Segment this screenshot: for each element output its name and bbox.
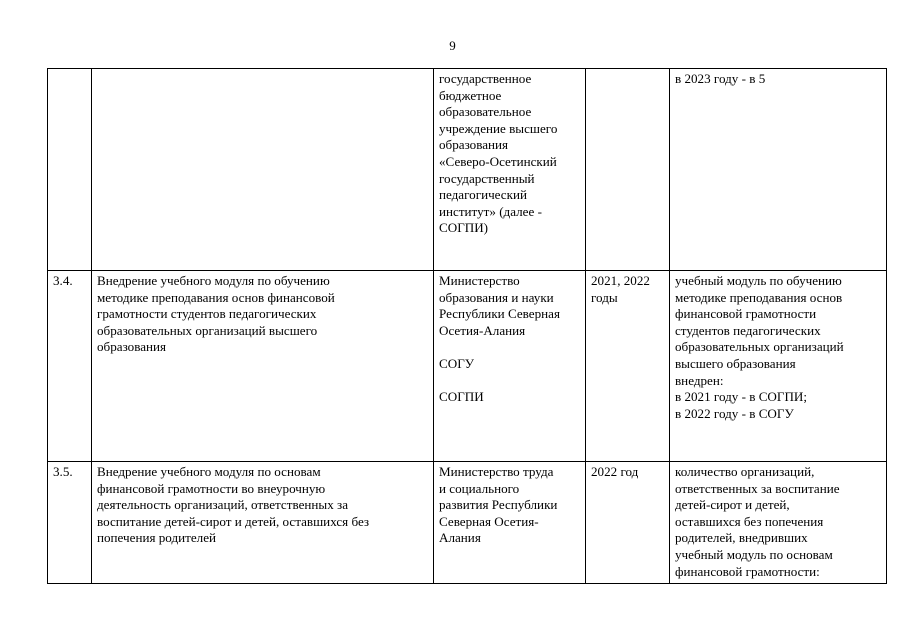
text-line: образования bbox=[439, 137, 509, 153]
text-line: СОГУ bbox=[439, 355, 475, 371]
executor-cell bbox=[434, 271, 586, 462]
result-cell bbox=[670, 69, 887, 271]
row-number-cell: 3.4. bbox=[48, 271, 92, 462]
text-line: детей-сирот и детей, bbox=[675, 497, 790, 513]
activity-cell bbox=[92, 462, 434, 584]
text-line: методике преподавания основ bbox=[675, 289, 843, 305]
text-line: воспитание детей-сирот и детей, оставшихся без bbox=[97, 513, 370, 529]
text-line: ответственных за воспитание bbox=[675, 480, 840, 496]
text-line: и социального bbox=[439, 480, 520, 496]
text-line: учебный модуль по обучению bbox=[675, 273, 842, 288]
text-line: бюджетное bbox=[439, 87, 502, 103]
text-line: СОГПИ bbox=[439, 389, 484, 405]
term-cell bbox=[586, 271, 670, 462]
text-line: развития Республики bbox=[439, 497, 558, 513]
text-line: внедрен: bbox=[675, 372, 724, 388]
text-line: Северная Осетия- bbox=[439, 513, 539, 529]
activities-table bbox=[47, 68, 887, 584]
text-line: педагогический bbox=[439, 187, 527, 203]
table-row bbox=[48, 271, 887, 462]
term-cell bbox=[586, 462, 670, 584]
text-line: в 2021 году - в СОГПИ; bbox=[675, 389, 808, 405]
text-line: «Северо-Осетинский bbox=[439, 153, 557, 169]
text-line: в 2022 году - в СОГУ bbox=[675, 405, 794, 421]
text-line: студентов педагогических bbox=[675, 322, 821, 338]
text-line: Внедрение учебного модуля по обучению bbox=[97, 273, 330, 288]
text-line: образования bbox=[97, 339, 167, 355]
text-line: Алания bbox=[439, 530, 481, 546]
text-line: институт» (далее - bbox=[439, 203, 542, 219]
text-line: Осетия-Алания bbox=[439, 322, 526, 338]
text-line: финансовой грамотности во внеурочную bbox=[97, 480, 326, 496]
text-line: государственный bbox=[439, 170, 535, 186]
text-line: финансовой грамотности bbox=[675, 306, 817, 322]
term-cell bbox=[586, 69, 670, 271]
row-number-cell bbox=[48, 69, 92, 271]
text-line: грамотности студентов педагогических bbox=[97, 306, 317, 322]
result-cell bbox=[670, 462, 887, 584]
text-line: Республики Северная bbox=[439, 306, 560, 322]
table-row bbox=[48, 462, 887, 584]
spacer bbox=[439, 373, 580, 390]
text-line: государственное bbox=[439, 71, 532, 86]
text-line: 2022 год bbox=[591, 464, 639, 479]
activity-cell bbox=[92, 69, 434, 271]
text-line: учебный модуль по основам bbox=[675, 546, 833, 562]
text-line: образовательное bbox=[439, 104, 532, 120]
result-cell bbox=[670, 271, 887, 462]
text-line: количество организаций, bbox=[675, 464, 815, 479]
text-line: Министерство труда bbox=[439, 464, 554, 479]
text-line: деятельность организаций, ответственных за bbox=[97, 497, 348, 513]
text-line: 2021, 2022 bbox=[591, 273, 650, 288]
text-line: СОГПИ) bbox=[439, 220, 489, 236]
text-line: в 2023 году - в 5 bbox=[675, 71, 766, 86]
text-line: родителей, внедривших bbox=[675, 530, 808, 546]
text-line: оставшихся без попечения bbox=[675, 513, 824, 529]
text-line: образовательных организаций высшего bbox=[97, 322, 318, 338]
text-line: образования и науки bbox=[439, 289, 554, 305]
text-line: методике преподавания основ финансовой bbox=[97, 289, 335, 305]
text-line: учреждение высшего bbox=[439, 120, 558, 136]
executor-cell bbox=[434, 69, 586, 271]
text-line: Министерство bbox=[439, 273, 520, 288]
text-line: высшего образования bbox=[675, 355, 796, 371]
text-line: годы bbox=[591, 289, 618, 305]
page-number: 9 bbox=[449, 38, 456, 53]
activity-cell bbox=[92, 271, 434, 462]
text-line: попечения родителей bbox=[97, 530, 217, 546]
text-line: Внедрение учебного модуля по основам bbox=[97, 464, 321, 479]
text-line: образовательных организаций bbox=[675, 339, 844, 355]
text-line: финансовой грамотности: bbox=[675, 563, 820, 579]
executor-cell bbox=[434, 462, 586, 584]
table-row bbox=[48, 69, 887, 271]
row-number-cell: 3.5. bbox=[48, 462, 92, 584]
spacer bbox=[439, 339, 580, 356]
